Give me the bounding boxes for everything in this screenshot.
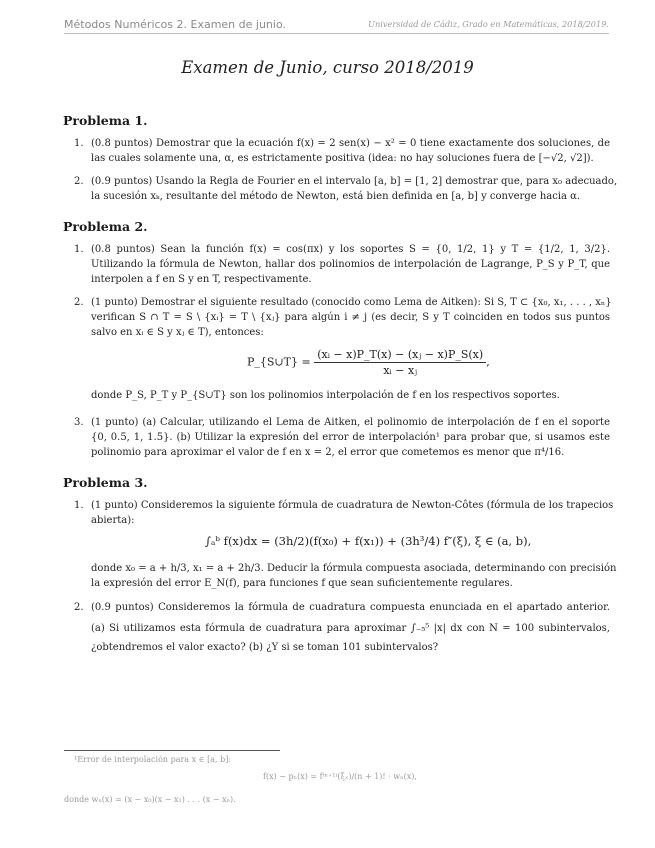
problem-2-item-3 <box>76 415 610 460</box>
text-line: la sucesión xₖ, resultante del método de Newton, está bien definida en [a, b] y converge hacia α. <box>91 191 581 202</box>
item-number: 3. <box>74 417 84 428</box>
item-number: 1. <box>74 138 84 149</box>
item-number: 2. <box>74 602 84 613</box>
footnote-intro: ¹Error de interpolación para x ∈ [a, b]: <box>74 755 232 764</box>
text-line: {0, 0.5, 1, 1.5}. (b) Utilizar la expresión del error de interpolación¹ para probar que, si usamos este <box>91 432 610 443</box>
page-title: Examen de Junio, curso 2018/2019 <box>181 58 474 77</box>
formula-numerator: (xᵢ − x)P_T(x) − (xⱼ − x)P_S(x) <box>314 348 486 363</box>
text-line: (a) Si utilizamos esta fórmula de cuadratura para aproximar ∫₋₅⁵ |x| dx con N = 100 subintervalos, <box>91 623 610 634</box>
item-number: 2. <box>74 297 84 308</box>
text-line: Utilizando la fórmula de Newton, hallar dos polinomios de interpolación de Lagrange, P_S y P_T, que <box>91 259 610 270</box>
text-line: donde x₀ = a + h/3, x₁ = a + 2h/3. Deducir la fórmula compuesta asociada, determinando con precisión <box>91 563 617 574</box>
text-line: interpolen a f en S y en T, respectivamente. <box>91 274 312 285</box>
text-line: (0.9 puntos) Usando la Regla de Fourier en el intervalo [a, b] = [1, 2] demostrar que, para x₀ adecuado, <box>91 176 618 187</box>
problem-3-item-2 <box>76 600 610 655</box>
problem-3-item-1-continuation <box>76 561 617 591</box>
footnote-formula: f(x) − pₙ(x) = f⁽ⁿ⁺¹⁾(ξₓ)/(n + 1)! · wₙ(x), <box>263 772 417 781</box>
text-line: abierta): <box>91 515 135 526</box>
text-line: (1 punto) (a) Calcular, utilizando el Lema de Aitken, el polinomio de interpolación de f en el soporte <box>91 417 610 428</box>
problem-2-item-2 <box>76 295 610 340</box>
text-line: las cuales solamente una, α, es estrictamente positiva (idea: no hay soluciones fuera de [−√2, √2]). <box>91 153 594 164</box>
problem-3-item-1 <box>74 498 614 528</box>
trapezoid-formula: ∫ₐᵇ f(x)dx = (3h/2)(f(x₀) + f(x₁)) + (3h³/4) f″(ξ), ξ ∈ (a, b), <box>205 534 532 548</box>
header-course: Métodos Numéricos 2. Examen de junio. <box>64 18 286 31</box>
text-line: (0.9 puntos) Consideremos la fórmula de cuadratura compuesta enunciada en el apartado anterior. <box>91 602 610 613</box>
problem-3-heading: Problema 3. <box>63 475 148 490</box>
problem-2-heading: Problema 2. <box>63 219 148 234</box>
footnote-definition: donde wₙ(x) = (x − x₀)(x − x₁) . . . (x − xₙ). <box>64 795 236 804</box>
problem-2-item-2-continuation <box>76 388 610 403</box>
text-line: polinomio para aproximar el valor de f en x = 2, el error que cometemos es menor que π⁴/16. <box>91 447 565 458</box>
text-line: ¿obtendremos el valor exacto? (b) ¿Y si se toman 101 subintervalos? <box>91 642 439 653</box>
header-university: Universidad de Cádiz, Grado en Matemáticas, 2018/2019. <box>368 19 609 29</box>
page-header <box>64 17 609 34</box>
problem-2-item-1 <box>76 242 610 287</box>
item-number: 2. <box>74 176 84 187</box>
formula-fraction <box>314 348 486 377</box>
aitken-formula: P_{S∪T} = $\frac{\text{(xᵢ − x)P\_T(x) − (xⱼ − x)P\_S(x)}}{\text{xᵢ − xⱼ}}$ , <box>247 348 490 377</box>
text-line: (0.8 puntos) Demostrar que la ecuación f(x) = 2 sen(x) − x² = 0 tiene exactamente dos soluciones, de <box>91 138 610 149</box>
problem-1-item-1 <box>76 136 610 166</box>
text-line: la expresión del error E_N(f), para funciones f que sean suficientemente regulares. <box>91 578 513 589</box>
text-line: (0.8 puntos) Sean la función f(x) = cos(πx) y los soportes S = {0, 1/2, 1} y T = {1/2, 1, 3/2}. <box>91 244 610 255</box>
text-line: verifican S ∩ T = S \ {xᵢ} = T \ {xⱼ} para algún i ≠ j (es decir, S y T coinciden en todos sus puntos <box>91 312 610 323</box>
problem-1-heading: Problema 1. <box>63 113 148 128</box>
problem-1-item-2 <box>74 174 618 204</box>
text-line: salvo en xᵢ ∈ S y xⱼ ∈ T), entonces: <box>91 327 264 338</box>
item-number: 1. <box>74 244 84 255</box>
item-number: 1. <box>74 500 84 511</box>
formula-lhs: P_{S∪T} = <box>247 355 311 369</box>
text-line: donde P_S, P_T y P_{S∪T} son los polinomios interpolación de f en los respectivos soportes. <box>91 390 560 401</box>
text-line: (1 punto) Consideremos la siguiente fórmula de cuadratura de Newton-Côtes (fórmula de los trapecios <box>91 500 614 511</box>
footnote-rule <box>64 750 280 751</box>
text-line: (1 punto) Demostrar el siguiente resultado (conocido como Lema de Aitken): Si S, T ⊂ {x₀, x₁, . . . , xₙ} <box>91 297 612 308</box>
formula-denominator: xᵢ − xⱼ <box>383 364 418 377</box>
